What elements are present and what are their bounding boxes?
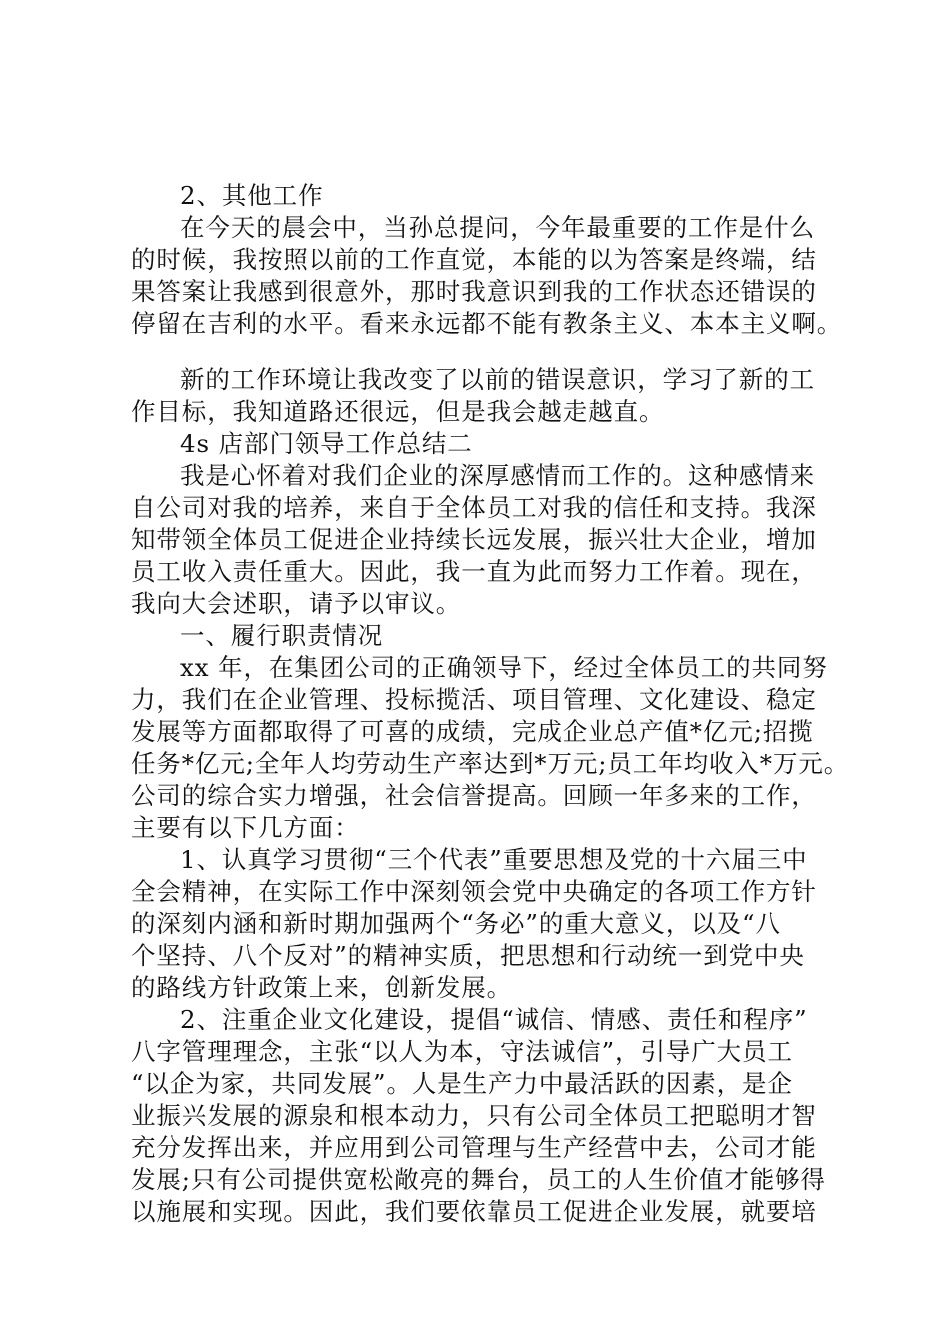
paragraph-line: 我是心怀着对我们企业的深厚感情而工作的。这种感情来 xyxy=(180,461,815,490)
paragraph-line: 业振兴发展的源泉和根本动力，只有公司全体员工把聪明才智 xyxy=(131,1101,817,1130)
section-heading: 一、履行职责情况 xyxy=(180,621,384,650)
paragraph-line: 在今天的晨会中，当孙总提问，今年最重要的工作是什么 xyxy=(180,213,815,242)
paragraph-line: 主要有以下几方面： xyxy=(131,813,360,842)
paragraph-line: 自公司对我的培养，来自于全体员工对我的信任和支持。我深 xyxy=(131,493,817,522)
paragraph-line: 个坚持、八个反对”的精神实质，把思想和行动统一到党中央 xyxy=(131,941,805,970)
paragraph-line: 知带领全体员工促进企业持续长远发展，振兴壮大企业，增加 xyxy=(131,525,817,554)
section-heading: 2、其他工作 xyxy=(180,181,324,210)
paragraph-line: 2、注重企业文化建设，提倡“诚信、情感、责任和程序” xyxy=(180,1005,808,1034)
section-heading: 4s 店部门领导工作总结二 xyxy=(180,429,473,458)
paragraph-line: 发展等方面都取得了可喜的成绩，完成企业总产值*亿元;招揽 xyxy=(131,717,814,746)
paragraph-line: 公司的综合实力增强，社会信誉提高。回顾一年多来的工作， xyxy=(131,781,817,810)
paragraph-line: 的路线方针政策上来，创新发展。 xyxy=(131,973,512,1002)
paragraph-line: 1、认真学习贯彻“三个代表”重要思想及党的十六届三中 xyxy=(180,845,808,874)
paragraph-line: 停留在吉利的水平。看来永远都不能有教条主义、本本主义啊。 xyxy=(131,309,843,338)
paragraph-line: xx 年，在集团公司的正确领导下，经过全体员工的共同努 xyxy=(180,653,828,682)
paragraph-line: 全会精神，在实际工作中深刻领会党中央确定的各项工作方针 xyxy=(131,877,817,906)
paragraph-line: 果答案让我感到很意外，那时我意识到我的工作状态还错误的 xyxy=(131,277,817,306)
paragraph-line: 员工收入责任重大。因此，我一直为此而努力工作着。现在， xyxy=(131,557,817,586)
paragraph-line: 新的工作环境让我改变了以前的错误意识，学习了新的工 xyxy=(180,365,815,394)
paragraph-line: 力，我们在企业管理、投标揽活、项目管理、文化建设、稳定 xyxy=(131,685,817,714)
paragraph-line: 的时候，我按照以前的工作直觉，本能的以为答案是终端，结 xyxy=(131,245,817,274)
paragraph-line: 的深刻内涵和新时期加强两个“务必”的重大意义，以及“八 xyxy=(131,909,781,938)
paragraph-line: 充分发挥出来，并应用到公司管理与生产经营中去，公司才能 xyxy=(131,1133,817,1162)
paragraph-line: “以企为家，共同发展”。人是生产力中最活跃的因素，是企 xyxy=(131,1069,793,1098)
paragraph-line: 发展;只有公司提供宽松敞亮的舞台，员工的人生价值才能够得 xyxy=(131,1165,826,1194)
paragraph-line: 我向大会述职，请予以审议。 xyxy=(131,589,462,618)
paragraph-line: 作目标，我知道路还很远，但是我会越走越直。 xyxy=(131,397,665,426)
paragraph-line: 以施展和实现。因此，我们要依靠员工促进企业发展，就要培 xyxy=(131,1197,817,1226)
paragraph-line: 八字管理理念，主张“以人为本，守法诚信”，引导广大员工 xyxy=(131,1037,793,1066)
paragraph-line: 任务*亿元;全年人均劳动生产率达到*万元;员工年均收入*万元。 xyxy=(131,749,850,778)
